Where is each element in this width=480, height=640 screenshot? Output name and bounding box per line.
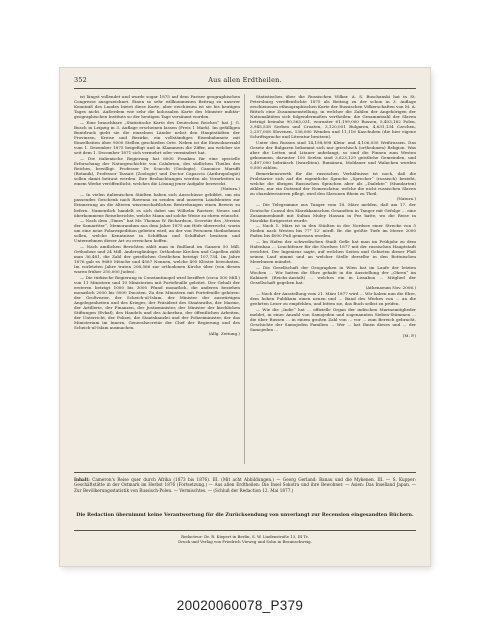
paragraph: — Wie die „Indie“ hat ... offizielle Organ der indischen Marinemitglieder meldet, in einer Anzahl von Samojeden und sogenannten Sieben-Stämmen ... die über Russen ... in einem großen Zahl von ... vor ... zum Bereich gebracht, Geschichte der Samojeden Familien ... Wer ... hat Ihnen dieses und ... der Samojeden ... [250,306,416,333]
paragraph: — Die italienische Regierung hat 6000 Franken für eine specielle Erforschung der Naturgeschichte von Calabrien, des südlichen Theiles des Reiches, bewilligt. Professor Dr. Scacchi (Geologie), Canonico Maruffi (Botanik), Professor Tassari (Zoologie) und Doctor Capaccio (Anthropologie) sollen damit betraut werden. Ihre Beobachtungen werden als Vorarbeiten in einem Werke veröffentlicht, welches die Lösung jener Aufgabe bezweckt. [74,155,240,186]
paragraph: — Die türkische Regierung in Constantinopel wird beziffert (circa 500 Mill.) von 11 Ministern und 10 Ministerien mit Portefeuille geleitet. Der Gehalt der ersteren beträgt 1000 bis 3000 Pfund monatlich, die anderen beziehen monatlich 2000 bis 5000 Ducaten. Zu den Ministern mit Portefeuille gehören: der Großvezier, der Scheich-ul-Islam, der Minister der auswärtigen Angelegenheiten und des Krieges, der Präsident des Staatsraths, der Marine, der Artillerie, der Finanzen, der Justizminister, der Minister der kirchlichen Stiftungen (Evkaf), des Handels und des Ackerbau, der öffentlichen Arbeiten, der Unterricht, der Polizei, die Staatskanzlei und der Polizeiminister, der das Ministerium im Innern, Generalsecretär der Chef der Regierung und des Scheich-ul-Islam ausmachen. [74,274,240,331]
contents-block [74,477,416,493]
imprint [74,534,416,544]
scan-id-caption: 20020060078_P379 [176,598,304,613]
source-note: (M. P.) [402,332,416,338]
right-column [250,94,416,464]
paragraph: — Nach dem „Times“ hat Mr. Thomas W. Richardson, Secretär des „Vereins der Samaritter“, Memorandum aus dem Jahre 1875 am Hofe überreicht, worin um eine neue Polarexpedition gebeten wird, an der von Personen theilnehmen sollen, welche Kenntnisse in Schiffbau und Schiffahrt besitzen und Unternehmen dieser Art zu erreichen hoffen. [74,218,240,244]
source-note: (Allg. Zeitung.) [208,330,240,336]
column-divider [244,94,245,464]
paragraph: Statistisches über die Russischen Völker. A. S. Buschanski hat in St. Petersburg veröffentlichte 1875 als Beitrag zu der schon in 3. Auflage erschienenen ethnographischen Karte der Russischen Völkerschaften von M. A. Rittich eine Zusammenstellung, in welcher die Zahlen der Angehörigen der Nationalitäten sich folgendermaßen vertheilen: die Gesammtzahl der Slaven beträgt beinahe 90,565,031, worunter 61,199,000 Russen, 5,403,162 Polen, 3,945,538 Serben und Croaten, 3,120,051 Bulgaren, 4,631,134 Czechen, 2,257,008 Slovenen, 136,000 Wenden und 11,116 Kaschuben (die hier eigene Schriftsprache und Literatur besitzen). [250,94,416,140]
paragraph: ist längst vollendet und wurde sogar 1875 auf dem Pariser geographischen Congresse ausgezeichnet. Einen so sehr willkommenen Beitrag zu unserer Kenntniß des Landes bietet diese Karte, aber erschienen ist sie bis heutigen Tages nicht. Außerdem wie sehr die kolossalen Karte des Minister militär-geographischen Instituts so der heutigen Tage versäumt worden. [74,94,240,120]
source-note: (Athenaeum Nov. 2006.) [365,285,416,291]
paragraph: — Nach der Ausstellung vom 21. März 1877 wird ... Wir haben nun die Ehre, dem hohen Publikum einen neuen und ... Band des Werkes von ... an die geehrten Leser zu empfehlen, und bitten sie, das Buch selbst zu prüfen. [250,291,416,307]
source-note: (Natura.) [220,186,240,192]
paragraph: — Nach amtlichen Berichten zählt man in Rußland im Ganzen 50 Mill. Orthodoxe und 24 Mill. Andersgläubige. Orthodoxe Kirchen und Capellen zählt man 36,481, die Zahl der geistlichen Gestlichen beträgt 107,734. Im Jahre 1876 gab es 9680 Mönche und 4567 Nonnen, welche 495 Klöster bewohnten. Im vorletzten Jahre traten 208,566 zur orthodoxen Kirche über (von diesen waren früher 250,000 Juden). [74,243,240,275]
page-header [74,76,416,88]
paragraph: — Eine brauchbare „Statistische Karte des Deutschen Reiches“ hat J. G. Busch in Leipzig in 3. Auflage erscheinen lassen (Preis 1 Mark). Im gefälligen Buntdruck giebt sie die einzelnen Länder nebst den Hauptstädten der Provinzen, Kreise und Bezirke, ein vollständiges Eisenbahnnetz mit Einzelheiten über 9000 Stellen geschieden Orte. Neben ist die Einwohnerzahl vom 1. Dezember 1875 beigefügt und in Klammern die Ziffer, am welcher sie seit dem 1. December 1871 sich vermehrt oder vermindert hat. [74,119,240,156]
left-column [74,94,240,464]
paragraph: — In vielen italienischen Städten haben sich Ausschüsse gebildet, um ein passendes Geschenk nach Ravenna zu senden und unseren Landsleuten zur Erinnerung an die älteren wissenschaftlichen Bestrebungen einen Beweis zu liefern. Namentlich handelt es sich dabei um Wilhelm Raetzer, Neues und überkommene Reiseberichte, welche Mann auf solche Weise zu ehren wünscht. [74,192,240,218]
paragraph: Unter den Russen sind 14,198,898 Klein- und 4,106,030 Weißrussen. Das Gesetz der Bulgaren bekommt sich nur griechisch (orthodoxen) Religion. Was aber die Letten und Litauer anbelangt, so sind die Finnen zum Westen gekommen, darunter 100 Seelen sind 3,623,129 geistliche Gemeinden, und 2,497,000 hebräisch (Israeliten). Rumänen, Moldauer und Walachen werden 9,500 zählen. [250,139,416,171]
running-head: Aus allen Erdtheilen. [208,76,282,84]
header-rule [74,88,416,89]
imprint-editor: Redacteur: Dr. R. Kiepert in Berlin, S. W. Lindenstraße 13, III Tr. [181,534,309,539]
paragraph: Bemerkenswerth für die russischen Verhältnisse ist noch, daß die Proletarier sich auf die eigentliche Sprache „Sprecher“ (russisch) bezieht, welche die übrigen Russischen Sprachen aber als „Dialekte“ (Mundarten) zählen, nur ein Dutzend der Nomenclatur, welche die nicht russischen Slaven zu charakterisieren pflegt, wird den Slavonen Rhein zu Theil. [250,170,416,196]
editorial-notice: Die Redaction übernimmt keine Verantwortung für die Zurücksendung von unverlangt zur Recension eingesandten Büchern. [76,512,414,518]
notice-rule [74,530,416,531]
source-note: (Natura.) [396,196,416,202]
scanned-page [60,68,430,566]
imprint-publisher: Druck und Verlag von Friedrich Vieweg und Sohn in Braunschweig. [178,539,312,545]
paragraph: — Die Gesellschaft der Geographen in Wien hat im Laufe der letzten Wochen ... Wir hatten die Ehre gehabt in die Ausstellung der „Ohren“ im Kabinett (Reichs-Anstalt) ... welches ein in Lissabon ... Mitglied der Gesellschaft gegeben hat. [250,264,416,285]
paragraph: — Die Telegramme aus Tanger vom 18. März melden, daß am 17. der Deutsche Consul des Marokkanischen Gesandten in Tanger mit Gefolge ... eine Zusammenkunft mit Sultan Muley Hassan in Fez hatte, wo die Reise in Marokko fortgesetzt wurde. [250,202,416,223]
paragraph: — Nach 1. März ist in den Städten in der Nordsee einer Strecke von 5 Meilen nach Westen bis 77° 12' nördl. Br. die größte Tiefe im Meere 2000 Faden bis 4000 Fuß gemessen worden. [250,223,416,239]
contents-text: Cameron's Reise quer durch Afrika (1873 bis 1876). III. (Mit acht Abbildungen.) — Georg Gerland: Banau und die Mykenen. III. — S. Kupper: Geschäftstätte in der Ostmark im Herbst 1876 (Fortsetzung.) — Aus allen Erdtheilen: Die Insel Sokotra und ihre Bewohner. — Asien: Das Inselland Japan. — Zur Bevölkerungsstatistik von Russisch-Polen. — Vermischtes. — (Schluß der Redaction 12. Mai 1877.) [74,477,416,493]
paragraph: — Im Hafen der schwedischen Stadt Gefle hat man im Frühjahr zu dem Hafenbau ... Leuchtfeuer für die Nordsee 1877 mit der russischen Hauptstadt errichtet. Der Ingenieur sagte, auf welchen Seiten und Gebieten dieser Fluß seinen Lauf nimmt und an welcher Stelle derselbe in den Bottnischen Meerbusen mündet. [250,238,416,264]
contents-label: Inhalt: [74,477,90,482]
contents-rule [74,472,416,473]
page-number: 352 [74,76,88,84]
